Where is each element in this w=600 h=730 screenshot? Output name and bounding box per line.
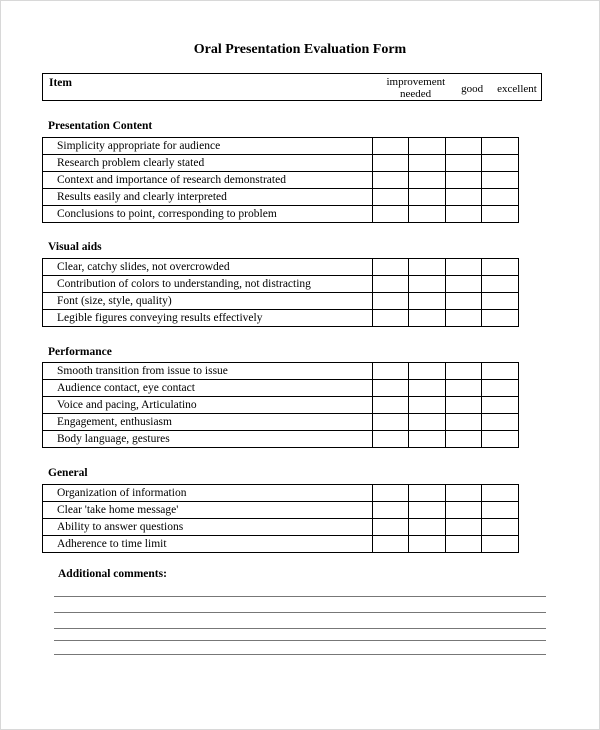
- rating-cell[interactable]: [482, 293, 519, 310]
- rating-cell[interactable]: [409, 138, 446, 155]
- criterion-label: Organization of information: [43, 485, 373, 502]
- rating-cell[interactable]: [409, 414, 446, 431]
- rating-cell[interactable]: [446, 397, 482, 414]
- rating-cell[interactable]: [409, 397, 446, 414]
- improvement-needed-header: [373, 74, 448, 101]
- rating-cell[interactable]: [446, 138, 482, 155]
- table-row: [43, 276, 519, 293]
- rating-cell[interactable]: [482, 172, 519, 189]
- rating-cell[interactable]: [446, 276, 482, 293]
- table-row: [43, 138, 519, 155]
- rating-cell[interactable]: [446, 259, 482, 276]
- criterion-label: Simplicity appropriate for audience: [43, 138, 373, 155]
- section-title: Performance: [48, 346, 112, 358]
- criterion-label: Legible figures conveying results effectively: [43, 310, 373, 327]
- rating-cell[interactable]: [446, 502, 482, 519]
- rating-cell[interactable]: [373, 502, 409, 519]
- rating-cell[interactable]: [446, 431, 482, 448]
- section-table: [42, 362, 519, 448]
- rating-cell[interactable]: [373, 397, 409, 414]
- rating-cell[interactable]: [409, 206, 446, 223]
- rating-cell[interactable]: [446, 380, 482, 397]
- rating-cell[interactable]: [446, 363, 482, 380]
- criterion-label: Results easily and clearly interpreted: [43, 189, 373, 206]
- rating-cell[interactable]: [409, 293, 446, 310]
- table-row: [43, 363, 519, 380]
- rating-cell[interactable]: [373, 431, 409, 448]
- criterion-label: Context and importance of research demonstrated: [43, 172, 373, 189]
- rating-cell[interactable]: [409, 380, 446, 397]
- rating-cell[interactable]: [446, 485, 482, 502]
- rating-cell[interactable]: [482, 189, 519, 206]
- comment-line[interactable]: [54, 628, 546, 629]
- section-table: [42, 258, 519, 327]
- rating-cell[interactable]: [482, 380, 519, 397]
- rating-cell[interactable]: [409, 155, 446, 172]
- rating-cell[interactable]: [482, 519, 519, 536]
- rating-cell[interactable]: [446, 293, 482, 310]
- rating-cell[interactable]: [373, 172, 409, 189]
- criterion-label: Conclusions to point, corresponding to problem: [43, 206, 373, 223]
- form-title: Oral Presentation Evaluation Form: [193, 42, 407, 57]
- table-row: [43, 380, 519, 397]
- improvement-label: improvement: [386, 76, 446, 88]
- rating-cell[interactable]: [409, 431, 446, 448]
- table-row: [43, 172, 519, 189]
- rating-cell[interactable]: [373, 189, 409, 206]
- section-table: [42, 137, 519, 223]
- rating-cell[interactable]: [482, 363, 519, 380]
- rating-cell[interactable]: [446, 519, 482, 536]
- rating-cell[interactable]: [409, 189, 446, 206]
- criterion-label: Adherence to time limit: [43, 536, 373, 553]
- section-title: Visual aids: [48, 241, 102, 253]
- table-row: [43, 485, 519, 502]
- table-row: [43, 155, 519, 172]
- criterion-label: Voice and pacing, Articulatino: [43, 397, 373, 414]
- rating-cell[interactable]: [446, 536, 482, 553]
- rating-cell[interactable]: [409, 172, 446, 189]
- rating-cell[interactable]: [409, 519, 446, 536]
- criterion-label: Clear 'take home message': [43, 502, 373, 519]
- rating-cell[interactable]: [373, 259, 409, 276]
- table-row: [43, 206, 519, 223]
- table-row: [43, 502, 519, 519]
- rating-cell[interactable]: [373, 363, 409, 380]
- table-row: [43, 519, 519, 536]
- table-row: [43, 536, 519, 553]
- rating-cell[interactable]: [409, 259, 446, 276]
- rating-cell[interactable]: [373, 519, 409, 536]
- rating-cell[interactable]: [446, 172, 482, 189]
- rating-cell[interactable]: [446, 206, 482, 223]
- rating-cell[interactable]: [373, 414, 409, 431]
- rating-cell[interactable]: [409, 536, 446, 553]
- table-row: [43, 259, 519, 276]
- rating-cell[interactable]: [446, 414, 482, 431]
- section-table: [42, 484, 519, 553]
- criterion-label: Contribution of colors to understanding, not distracting: [43, 276, 373, 293]
- rating-cell[interactable]: [482, 259, 519, 276]
- table-row: [43, 414, 519, 431]
- rating-cell[interactable]: [446, 155, 482, 172]
- good-header: good: [447, 74, 483, 101]
- rating-cell[interactable]: [409, 485, 446, 502]
- rating-cell[interactable]: [373, 485, 409, 502]
- rating-cell[interactable]: [373, 138, 409, 155]
- rating-cell[interactable]: [482, 536, 519, 553]
- excellent-header: excellent: [483, 74, 541, 101]
- criterion-label: Engagement, enthusiasm: [43, 414, 373, 431]
- section-title: Presentation Content: [48, 120, 153, 132]
- rating-cell[interactable]: [482, 485, 519, 502]
- rating-cell[interactable]: [373, 276, 409, 293]
- section-title: General: [48, 467, 88, 479]
- criterion-label: Font (size, style, quality): [43, 293, 373, 310]
- rating-cell[interactable]: [482, 431, 519, 448]
- rating-cell[interactable]: [482, 138, 519, 155]
- rating-cell[interactable]: [482, 414, 519, 431]
- comment-line[interactable]: [54, 612, 546, 613]
- rating-cell[interactable]: [409, 363, 446, 380]
- item-column-header: Item: [43, 74, 373, 101]
- comment-line[interactable]: [54, 596, 546, 597]
- table-row: [43, 293, 519, 310]
- criterion-label: Ability to answer questions: [43, 519, 373, 536]
- rating-cell[interactable]: [482, 155, 519, 172]
- rating-cell[interactable]: [482, 397, 519, 414]
- rating-cell[interactable]: [482, 502, 519, 519]
- criterion-label: Body language, gestures: [43, 431, 373, 448]
- rating-cell[interactable]: [409, 310, 446, 327]
- rating-cell[interactable]: [409, 276, 446, 293]
- additional-comments-label: Additional comments:: [58, 568, 167, 580]
- rating-cell[interactable]: [482, 310, 519, 327]
- header-row: [42, 73, 542, 101]
- criterion-label: Audience contact, eye contact: [43, 380, 373, 397]
- comment-line[interactable]: [54, 654, 546, 655]
- rating-cell[interactable]: [446, 310, 482, 327]
- rating-cell[interactable]: [373, 380, 409, 397]
- rating-cell[interactable]: [373, 310, 409, 327]
- rating-cell[interactable]: [482, 206, 519, 223]
- table-row: [43, 189, 519, 206]
- rating-cell[interactable]: [409, 502, 446, 519]
- rating-cell[interactable]: [482, 276, 519, 293]
- rating-cell[interactable]: [373, 206, 409, 223]
- criterion-label: Research problem clearly stated: [43, 155, 373, 172]
- rating-cell[interactable]: [373, 293, 409, 310]
- rating-cell[interactable]: [373, 536, 409, 553]
- criterion-label: Clear, catchy slides, not overcrowded: [43, 259, 373, 276]
- table-row: [43, 431, 519, 448]
- rating-cell[interactable]: [373, 155, 409, 172]
- comment-line[interactable]: [54, 640, 546, 641]
- table-row: [43, 397, 519, 414]
- table-row: [43, 310, 519, 327]
- criterion-label: Smooth transition from issue to issue: [43, 363, 373, 380]
- needed-label: needed: [400, 88, 432, 100]
- rating-cell[interactable]: [446, 189, 482, 206]
